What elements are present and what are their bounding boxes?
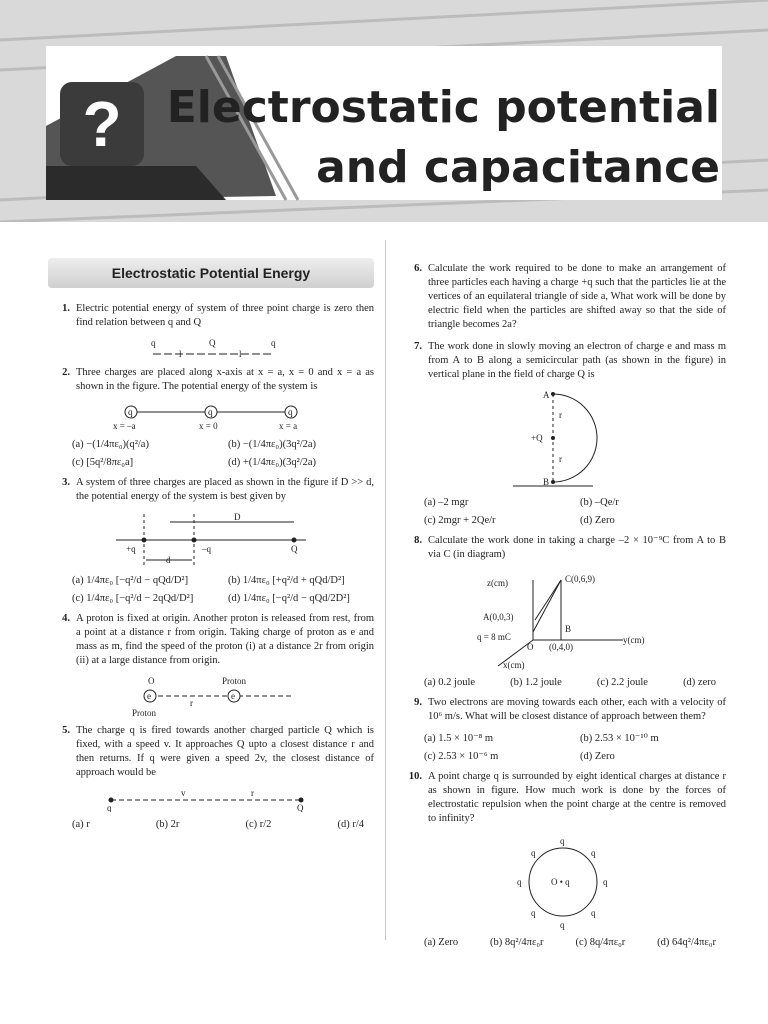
charge-label: q: [591, 908, 596, 918]
center-label: O • q: [551, 877, 570, 887]
question-text: Calculate the work done in taking a charge –2 × 10⁻⁹C from A to B via C (in diagram): [428, 535, 726, 560]
label-q: q: [271, 338, 276, 348]
question-10: [400, 770, 726, 826]
option-d[interactable]: (d) zero: [683, 677, 716, 688]
label-O: O: [527, 642, 534, 652]
question-text: A point charge q is surrounded by eight identical charges at distance r as shown in figure. How much work is done by the forces of electrostatic repulsion when the point charge at the centre is removed to infinity?: [428, 771, 726, 824]
question-number: 6.: [414, 263, 422, 274]
option-b[interactable]: (b) 8q²/4πε₀r: [490, 937, 544, 948]
options-q7: [424, 496, 726, 528]
option-b[interactable]: (b) 1/4πε₀ [+q²/d + qQd/D²]: [228, 575, 345, 586]
x-label: x = 0: [199, 421, 218, 431]
option-d[interactable]: (d) +(1/4πε₀)(3q²/2a): [228, 457, 317, 468]
question-number: 10.: [408, 771, 422, 782]
label-Q: Q: [209, 338, 216, 348]
label-O: O: [148, 676, 155, 686]
label-q: q: [107, 803, 112, 812]
question-text: The work done in slowly moving an electron of charge e and mass m from A to B along a semicircular path (as shown in the figure) in vertical plane in the field of charge Q is: [428, 341, 726, 380]
options-q10: [424, 936, 716, 950]
label-A: A(0,0,3): [483, 612, 514, 622]
option-d[interactable]: (d) 1/4πε₀ [−q²/d − qQd/2D²]: [228, 593, 350, 604]
label-D: D: [234, 512, 241, 522]
label-d: d: [166, 555, 171, 565]
label-l: l: [239, 349, 242, 359]
left-column: [48, 258, 374, 838]
label-B-coord: (0,4,0): [549, 642, 573, 652]
question-number: 3.: [62, 477, 70, 488]
option-d[interactable]: (d) 64q²/4πε₀r: [657, 937, 716, 948]
charge-label: q: [531, 848, 536, 858]
charge-label: q: [208, 407, 213, 417]
option-a[interactable]: (a) 1/4πε₀ [−q²/d − qQd/D²]: [72, 575, 189, 586]
question-text: Electric potential energy of system of three point charge is zero then find relation between q and Q: [76, 303, 374, 328]
option-a[interactable]: (a) r: [72, 819, 90, 830]
figure-q7: [503, 390, 623, 490]
option-c[interactable]: (c) 2mgr + 2Qe/r: [424, 515, 496, 526]
figure-q8: [473, 570, 653, 670]
question-mark-icon: ?: [60, 82, 144, 166]
label-minus-q: –q: [202, 544, 211, 554]
figure-q1: [131, 338, 291, 360]
label-e: e: [231, 691, 235, 701]
question-number: 7.: [414, 341, 422, 352]
charge-label: q: [531, 908, 536, 918]
label-q: q: [151, 338, 156, 348]
label-r: r: [251, 788, 254, 798]
option-a[interactable]: (a) 1.5 × 10⁻⁸ m: [424, 733, 494, 744]
label-r: r: [559, 410, 562, 420]
label-A: A: [543, 390, 550, 400]
charge-label: q: [603, 877, 608, 887]
charge-label: q: [517, 877, 522, 887]
label-plus-Q: +Q: [531, 433, 543, 443]
option-a[interactable]: (a) –2 mgr: [424, 497, 469, 508]
label-v: v: [181, 788, 186, 798]
chapter-banner: [0, 0, 768, 222]
label-q-value: q = 8 mC: [477, 632, 511, 642]
label-e: e: [147, 691, 151, 701]
question-number: 1.: [62, 303, 70, 314]
question-2: [48, 366, 374, 394]
charge-label: q: [128, 407, 133, 417]
label-x-axis: x(cm): [503, 660, 525, 670]
option-a[interactable]: (a) Zero: [424, 937, 459, 948]
figure-q3: [106, 512, 316, 568]
label-l: l: [179, 349, 182, 359]
option-d[interactable]: (d) r/4: [337, 819, 364, 830]
option-c[interactable]: (c) 2.2 joule: [596, 677, 648, 688]
charge-label: q: [560, 920, 565, 930]
question-8: [400, 534, 726, 562]
question-3: [48, 476, 374, 504]
figure-q5: [101, 788, 321, 812]
label-r: r: [190, 698, 193, 708]
question-text: A system of three charges are placed as shown in the figure if D >> d, the potential energy of the system is best given by: [76, 477, 374, 502]
label-B: B: [543, 477, 550, 487]
options-q3: [72, 574, 374, 606]
option-b[interactable]: (b) –Qe/r: [580, 497, 619, 508]
label-y-axis: y(cm): [623, 635, 645, 645]
options-q8: [424, 676, 716, 690]
label-proton: Proton: [132, 708, 157, 718]
charge-label: q: [288, 407, 293, 417]
label-C: C(0,6,9): [565, 574, 595, 584]
question-text: A proton is fixed at origin. Another proton is released from rest, from a point at a distance r from origin. Taking charge of proton as e and mass as m, find the speed of the proton (i) at a distance 2r from origin (ii) at a large distance from origin.: [76, 613, 374, 666]
figure-q2: [111, 402, 311, 432]
question-5: [48, 724, 374, 780]
x-label: x = a: [279, 421, 298, 431]
figure-q4: [126, 676, 296, 718]
question-number: 5.: [62, 725, 70, 736]
option-d[interactable]: (d) Zero: [580, 751, 615, 762]
options-q5: [72, 818, 364, 832]
section-heading: Electrostatic Potential Energy: [48, 258, 374, 288]
option-a[interactable]: (a) 0.2 joule: [424, 677, 476, 688]
question-number: 4.: [62, 613, 70, 624]
question-number: 9.: [414, 697, 422, 708]
option-b[interactable]: (b) 2.53 × 10⁻¹⁰ m: [580, 733, 659, 744]
question-1: [48, 302, 374, 330]
question-number: 8.: [414, 535, 422, 546]
question-4: [48, 612, 374, 668]
label-B: B: [565, 624, 572, 634]
option-d[interactable]: (d) Zero: [580, 515, 615, 526]
option-b[interactable]: (b) −(1/4πε₀)(3q²/2a): [228, 439, 317, 450]
chapter-title-line1: Electrostatic potential: [166, 82, 720, 133]
option-a[interactable]: (a) −(1/4πε₀)(q²/a): [72, 439, 149, 450]
question-text: The charge q is fired towards another charged particle Q which is fixed, with a speed v. It approaches Q upto a closest distance r and then returns. If q were given a speed 2v, the closest distance of approach would be: [76, 725, 374, 778]
label-proton: Proton: [222, 676, 247, 686]
question-number: 2.: [62, 367, 70, 378]
option-b[interactable]: (b) 2r: [155, 819, 180, 830]
options-q2: [72, 438, 374, 470]
option-c[interactable]: (c) 1/4πε₀ [−q²/d − 2qQd/D²]: [72, 593, 194, 604]
question-text: Two electrons are moving towards each other, each with a velocity of 10⁶ m/s. What will be closest distance of approach between them?: [428, 697, 726, 722]
option-c[interactable]: (c) r/2: [245, 819, 272, 830]
charge-label: q: [591, 848, 596, 858]
question-text: Three charges are placed along x-axis at x = a, x = 0 and x = a as shown in the figure. The potential energy of the system is: [76, 367, 374, 392]
option-c[interactable]: (c) 2.53 × 10⁻⁶ m: [424, 751, 499, 762]
question-7: [400, 340, 726, 382]
option-c[interactable]: (c) 8q/4πε₀r: [575, 937, 626, 948]
label-plus-q: +q: [126, 544, 136, 554]
label-z-axis: z(cm): [487, 578, 508, 588]
charge-label: q: [560, 836, 565, 846]
chapter-title-line2: and capacitance: [316, 142, 720, 193]
options-q9: [424, 732, 726, 764]
label-r: r: [559, 454, 562, 464]
label-Q: Q: [291, 544, 298, 554]
figure-q10: [503, 834, 623, 930]
option-b[interactable]: (b) 1.2 joule: [510, 677, 562, 688]
label-Q: Q: [297, 803, 304, 812]
option-c[interactable]: (c) [5q²/8πε₀a]: [72, 457, 134, 468]
question-6: [400, 262, 726, 332]
question-text: Calculate the work required to be done to make an arrangement of three particles each having a charge +q such that the particles lie at the vertices of an equilateral triangle of side a, What work will be done by electric field when the particles are shifted away so that the side of triangle becomes 2a?: [428, 263, 726, 330]
right-column: [400, 262, 726, 956]
column-divider: [385, 240, 386, 940]
question-9: [400, 696, 726, 724]
x-label: x = –a: [113, 421, 136, 431]
